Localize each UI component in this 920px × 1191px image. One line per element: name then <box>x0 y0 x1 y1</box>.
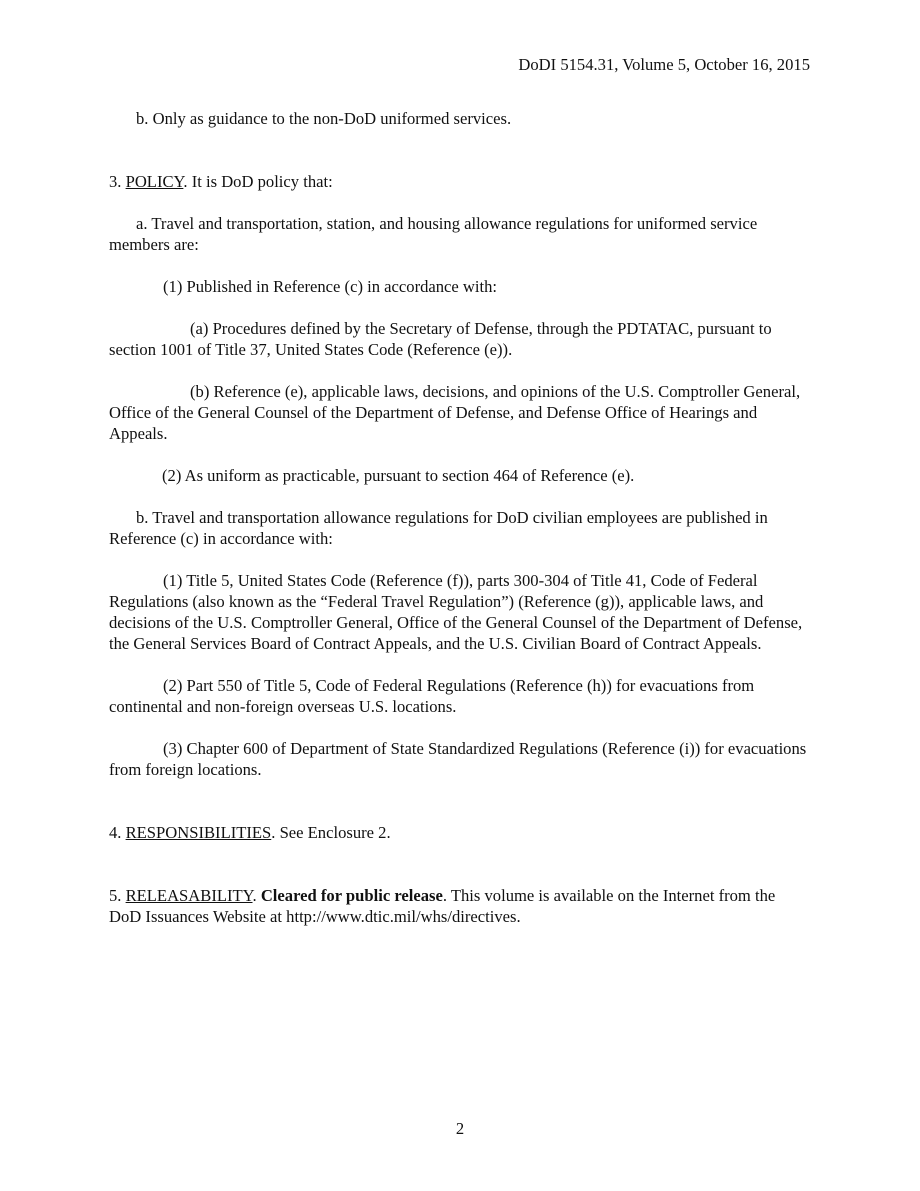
section-title-releasability: RELEASABILITY <box>125 886 253 905</box>
paragraph-3a1b: (b) Reference (e), applicable laws, decisions, and opinions of the U.S. Comptroller General, Office of the General Counsel of the Department of Defense, and Defense Office of Hearings and Appeals. <box>109 382 801 443</box>
section-number: 5. <box>109 886 126 905</box>
document-body <box>109 108 811 927</box>
paragraph-b-guidance: b. Only as guidance to the non-DoD uniformed services. <box>136 109 512 128</box>
release-statement: Cleared for public release <box>260 886 443 905</box>
section-number: 3. <box>109 172 126 191</box>
paragraph-3b: b. Travel and transportation allowance regulations for DoD civilian employees are published in Reference (c) in accordance with: <box>109 508 768 548</box>
paragraph-3b3: (3) Chapter 600 of Department of State Standardized Regulations (Reference (i)) for evacuations from foreign locations. <box>109 739 807 779</box>
running-header: DoDI 5154.31, Volume 5, October 16, 2015 <box>518 55 810 74</box>
paragraph-3a: a. Travel and transportation, station, and housing allowance regulations for uniformed service members are: <box>109 214 758 254</box>
section-separator: . <box>252 886 261 905</box>
section-title-policy: POLICY <box>125 172 184 191</box>
section-title-responsibilities: RESPONSIBILITIES <box>125 823 272 842</box>
paragraph-3a2: (2) As uniform as practicable, pursuant to section 464 of Reference (e). <box>162 466 635 485</box>
section-text: . This volume is available on the Internet from the DoD Issuances Website at http://www.dtic.mil/whs/directives. <box>109 886 776 926</box>
paragraph-3a1a: (a) Procedures defined by the Secretary of Defense, through the PDTATAC, pursuant to section 1001 of Title 37, United States Code (Reference (e)). <box>109 319 772 359</box>
paragraph-3b1: (1) Title 5, United States Code (Reference (f)), parts 300-304 of Title 41, Code of Federal Regulations (also known as the “Federal Travel Regulation”) (Reference (g)), applicable laws, and decisions of the U.S. Comptroller General, Office of the General Counsel of the Department of Defense, the General Services Board of Contract Appeals, and the U.S. Civilian Board of Contract Appeals. <box>109 571 803 653</box>
page-number: 2 <box>455 1119 465 1138</box>
section-5-paragraph <box>109 885 811 927</box>
section-3-heading <box>109 171 811 192</box>
section-intro: . It is DoD policy that: <box>183 172 333 191</box>
section-number: 4. <box>109 823 126 842</box>
section-4-heading <box>109 822 811 843</box>
paragraph-3b2: (2) Part 550 of Title 5, Code of Federal Regulations (Reference (h)) for evacuations from continental and non-foreign overseas U.S. locations. <box>109 676 755 716</box>
section-text: . See Enclosure 2. <box>271 823 391 842</box>
paragraph-3a1: (1) Published in Reference (c) in accordance with: <box>163 277 498 296</box>
